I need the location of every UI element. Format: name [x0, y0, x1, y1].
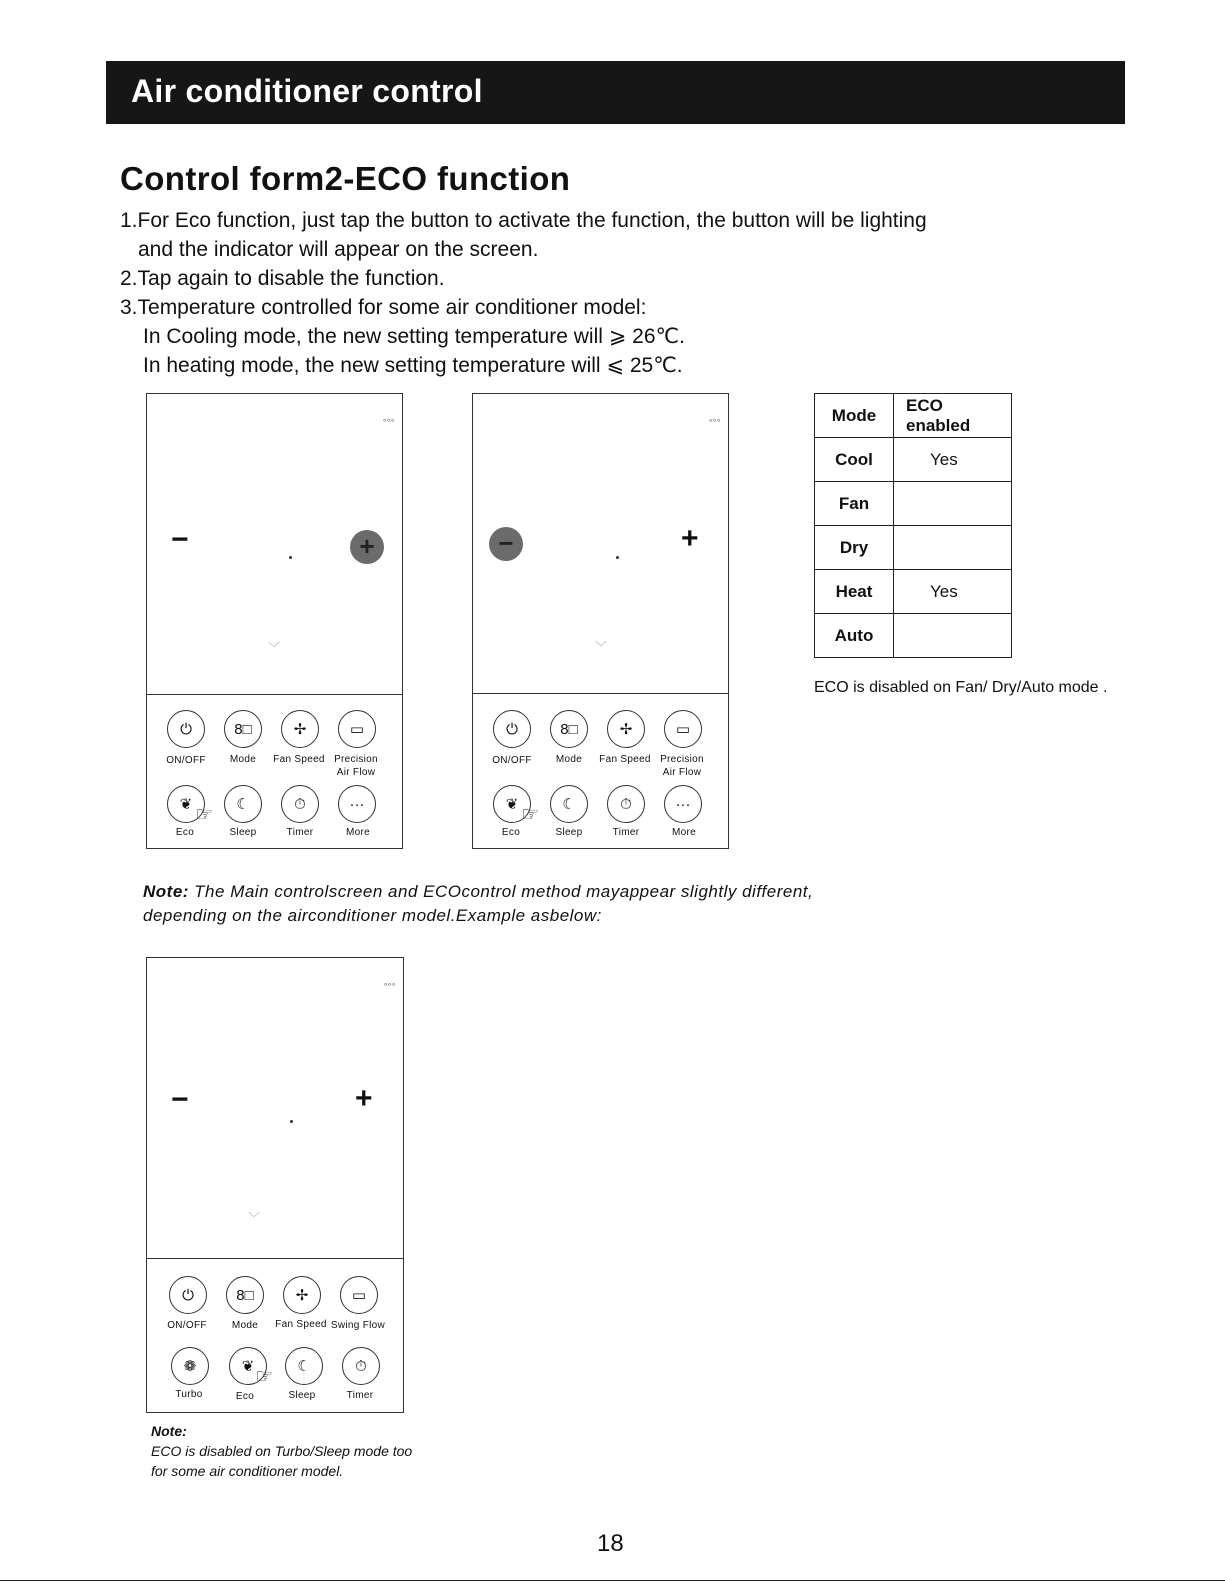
tapping-hand-icon: ☜: [521, 804, 539, 826]
more-button[interactable]: [338, 785, 376, 823]
onoff-label: ON/OFF: [167, 1320, 207, 1331]
eco-cell: [894, 482, 1012, 526]
control-screen: [147, 394, 402, 695]
timer-label: Timer: [286, 827, 314, 838]
turbo-button[interactable]: [171, 1347, 209, 1385]
note-text: The Main controlscreen and ECOcontrol method mayappear slightly different,: [188, 882, 814, 901]
mode-button[interactable]: [226, 1276, 264, 1314]
onoff-label: ON/OFF: [492, 755, 532, 766]
fan-speed-button[interactable]: [283, 1276, 321, 1314]
table-row: [815, 482, 1012, 526]
control-screen: [147, 958, 403, 1259]
mode-button[interactable]: [550, 710, 588, 748]
sleep-button[interactable]: [550, 785, 588, 823]
precision-label: Precision: [660, 754, 704, 765]
instruction-2: 2.Tap again to disable the function.: [120, 267, 445, 290]
note-text-cont: depending on the airconditioner model.Example asbelow:: [143, 906, 602, 925]
section-banner: [106, 61, 1125, 124]
note-label: Note:: [151, 1423, 187, 1439]
chevron-down-icon[interactable]: ﹀: [595, 640, 608, 654]
power-icon: ⏻: [182, 1286, 194, 1304]
instruction-heating: In heating mode, the new setting temperature will ⩽ 25℃.: [143, 354, 683, 377]
leaf-icon: ❦: [505, 796, 519, 813]
fan-icon: ✢: [295, 1287, 309, 1304]
timer-button[interactable]: [281, 785, 319, 823]
mode-label: Mode: [555, 754, 583, 765]
timer-button[interactable]: [342, 1347, 380, 1385]
temp-decimal-dot: [616, 556, 619, 559]
eco-label: Eco: [235, 1391, 255, 1402]
power-icon: ⏻: [180, 720, 192, 738]
mode-cell: Fan: [815, 482, 894, 526]
instruction-3: 3.Temperature controlled for some air conditioner model:: [120, 296, 647, 319]
sleep-label: Sleep: [229, 827, 257, 838]
eco-table-caption: ECO is disabled on Fan/ Dry/Auto mode .: [814, 679, 1108, 696]
ellipsis-icon: ···: [349, 795, 365, 813]
mode-cell: Auto: [815, 614, 894, 658]
more-options-icon[interactable]: ∘∘∘: [381, 416, 394, 425]
more-label: More: [672, 827, 696, 838]
sleep-button[interactable]: [285, 1347, 323, 1385]
banner-title: Air conditioner control: [131, 73, 483, 109]
eco-cell: Yes: [894, 570, 1012, 614]
onoff-label: ON/OFF: [166, 755, 206, 766]
fan-speed-button[interactable]: [281, 710, 319, 748]
page-heading: Control form2-ECO function: [120, 160, 571, 197]
note-line-1: ECO is disabled on Turbo/Sleep mode too: [151, 1443, 413, 1459]
chevron-down-icon[interactable]: ﹀: [248, 1211, 261, 1225]
eco-label: Eco: [175, 827, 195, 838]
table-row: [815, 570, 1012, 614]
instruction-1: 1.For Eco function, just tap the button to activate the function, the button will be lighting: [120, 209, 927, 232]
temp-minus-button[interactable]: −: [171, 523, 189, 556]
power-button[interactable]: [167, 710, 205, 748]
table-row: [815, 438, 1012, 482]
phone-mockup-example: [146, 957, 404, 1413]
mode-button[interactable]: [224, 710, 262, 748]
power-button[interactable]: [493, 710, 531, 748]
table-row: [815, 526, 1012, 570]
timer-label: Timer: [612, 827, 640, 838]
moon-icon: ☾: [236, 796, 250, 813]
note-turbo-sleep: [151, 1421, 412, 1481]
eco-label: Eco: [501, 827, 521, 838]
mode-cell: Heat: [815, 570, 894, 614]
air-flow-label: Air Flow: [336, 767, 376, 778]
fan-icon: ✢: [293, 721, 307, 738]
more-options-icon[interactable]: ∘∘∘: [707, 416, 720, 425]
footer-divider: [0, 1580, 1225, 1581]
timer-icon: ⏱: [620, 795, 632, 813]
temp-minus-button-highlighted[interactable]: −: [489, 527, 523, 561]
timer-icon: ⏱: [294, 795, 306, 813]
note-label: Note:: [143, 882, 189, 901]
instruction-1-cont: and the indicator will appear on the screen.: [138, 238, 539, 261]
precision-label: Precision: [334, 754, 378, 765]
instructions: [120, 206, 927, 380]
phone-mockup-heating: [472, 393, 729, 849]
leaf-icon: ❦: [241, 1358, 255, 1375]
temp-decimal-dot: [290, 1120, 293, 1123]
timer-button[interactable]: [607, 785, 645, 823]
page-number: 18: [597, 1530, 624, 1557]
precision-air-flow-button[interactable]: [338, 710, 376, 748]
table-row: [815, 614, 1012, 658]
mode-cell: Cool: [815, 438, 894, 482]
fan-speed-label: Fan Speed: [273, 754, 325, 765]
air-flow-icon: ▭: [675, 721, 691, 738]
mode-label: Mode: [229, 754, 257, 765]
timer-label: Timer: [346, 1390, 374, 1401]
mode-icon: 8□: [560, 720, 578, 738]
air-flow-icon: ▭: [351, 1287, 367, 1304]
fan-icon: ✢: [619, 721, 633, 738]
sleep-label: Sleep: [288, 1390, 316, 1401]
table-header-row: [815, 394, 1012, 438]
leaf-icon: ❦: [179, 796, 193, 813]
note-model-difference: [143, 880, 813, 928]
control-screen: [473, 394, 728, 694]
header-mode: Mode: [815, 394, 894, 438]
header-eco-enabled: ECO enabled: [894, 394, 1012, 438]
precision-air-flow-button[interactable]: [664, 710, 702, 748]
note-line-2: for some air conditioner model.: [151, 1463, 344, 1479]
tapping-hand-icon: ☜: [255, 1366, 273, 1388]
temp-decimal-dot: [289, 556, 292, 559]
more-button[interactable]: [664, 785, 702, 823]
swing-flow-button[interactable]: [340, 1276, 378, 1314]
power-button[interactable]: [169, 1276, 207, 1314]
swing-flow-label: Swing Flow: [330, 1320, 386, 1331]
phone-mockup-cooling: [146, 393, 403, 849]
turbo-label: Turbo: [175, 1389, 203, 1400]
chevron-down-icon[interactable]: ﹀: [268, 641, 281, 655]
sleep-label: Sleep: [555, 827, 583, 838]
eco-mode-table: [814, 393, 1012, 658]
temp-plus-button[interactable]: +: [681, 522, 699, 555]
temp-plus-button-highlighted[interactable]: +: [350, 530, 384, 564]
turbo-icon: ❁: [183, 1358, 197, 1375]
air-flow-label: Air Flow: [662, 767, 702, 778]
air-flow-icon: ▭: [349, 721, 365, 738]
instruction-cooling: In Cooling mode, the new setting temperature will ⩾ 26℃.: [143, 325, 685, 348]
moon-icon: ☾: [562, 796, 576, 813]
mode-cell: Dry: [815, 526, 894, 570]
temp-plus-button[interactable]: +: [355, 1082, 373, 1115]
moon-icon: ☾: [297, 1358, 311, 1375]
temp-minus-button[interactable]: −: [171, 1083, 189, 1116]
eco-cell: [894, 614, 1012, 658]
mode-label: Mode: [231, 1320, 259, 1331]
fan-speed-label: Fan Speed: [599, 754, 651, 765]
ellipsis-icon: ···: [675, 795, 691, 813]
power-icon: ⏻: [506, 720, 518, 738]
more-options-icon[interactable]: ∘∘∘: [382, 980, 395, 989]
mode-icon: 8□: [236, 1286, 254, 1304]
mode-icon: 8□: [234, 720, 252, 738]
fan-speed-button[interactable]: [607, 710, 645, 748]
sleep-button[interactable]: [224, 785, 262, 823]
eco-cell: [894, 526, 1012, 570]
fan-speed-label: Fan Speed: [275, 1319, 327, 1330]
eco-cell: Yes: [894, 438, 1012, 482]
tapping-hand-icon: ☜: [195, 804, 213, 826]
timer-icon: ⏱: [355, 1357, 367, 1375]
more-label: More: [346, 827, 370, 838]
